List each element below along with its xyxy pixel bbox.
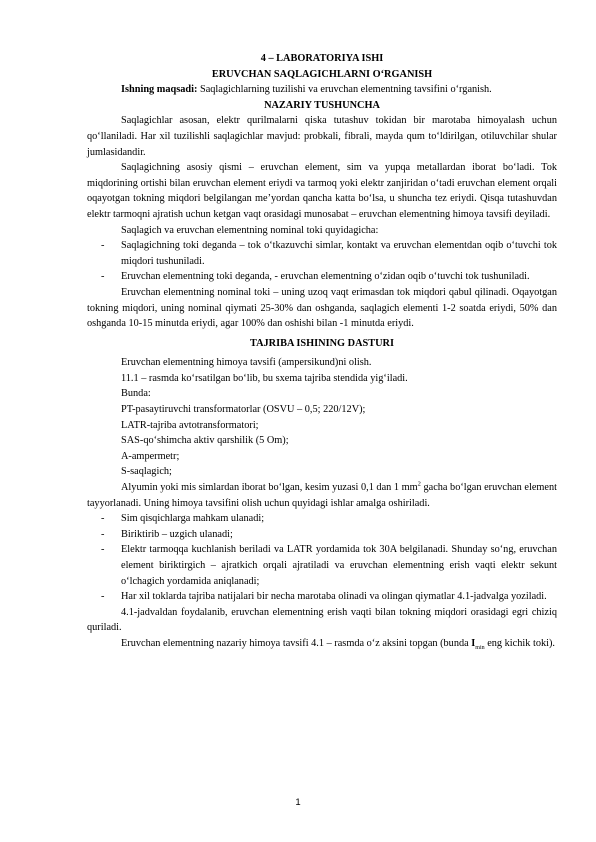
- list-dash: -: [101, 240, 105, 252]
- list-dash: -: [101, 528, 105, 540]
- wire-text-b: gacha bo‘lgan eruvchan element tayyorlanadi. Uning himoya tavsifini olish uchun quyidagi ishlar amalga oshiriladi.: [87, 482, 557, 509]
- step-item: [87, 589, 557, 605]
- theory-paragraph-1: Saqlagichlar asosan, elektr qurilmalarni qiska tutashuv tokidan bir marotaba himoyalash uchun qo‘llaniladi. Har xil tuzilishli saqlagichlar mavjud: probkali, fibrali, mayda qum to‘ldirilgan, otiluvchilar shular jumlasidandir.: [87, 115, 557, 158]
- aim-paragraph: [87, 82, 557, 98]
- wire-text-a: Alyumin yoki mis simlardan iborat bo‘lgan, kesim yuzasi 0,1 dan 1 mm: [121, 482, 418, 494]
- program-line: Bunda:: [121, 388, 151, 400]
- last-text-a: Eruvchan elementning nazariy himoya tavsifi 4.1 – rasmda o‘z aksini topgan (bunda: [121, 637, 472, 649]
- list-item-text: Saqlagichning toki deganda – tok o‘tkazuvchi simlar, kontakt va eruvchan elementdan oqib o‘tuvchi tok miqdori tushuniladi.: [121, 240, 557, 267]
- imin-subscript: min: [475, 645, 485, 652]
- step-item: [87, 542, 557, 589]
- theory-heading: NAZARIY TUSHUNCHA: [264, 99, 380, 111]
- page-content: [87, 51, 557, 657]
- list-item: [87, 269, 557, 285]
- theory-paragraph-3: Saqlagich va eruvchan elementning nominal toki quyidagicha:: [121, 224, 379, 236]
- step-text: Sim qisqichlarga mahkam ulanadi;: [121, 513, 265, 525]
- step-text: Har xil toklarda tajriba natijalari bir necha marotaba olinadi va olingan qiymatlar 4.1-jadvalga yoziladi.: [121, 591, 547, 603]
- list-item: [87, 238, 557, 269]
- list-dash: -: [101, 513, 105, 525]
- imin-letter: I: [471, 637, 476, 649]
- page-number: 1: [295, 797, 301, 808]
- list-item-text: Eruvchan elementning toki deganda, - eruvchan elementning o‘zidan oqib o‘tuvchi tok tushuniladi.: [121, 271, 530, 283]
- step-item: [87, 511, 557, 527]
- program-line: S-saqlagich;: [121, 466, 172, 478]
- theory-paragraph-2: Saqlagichning asosiy qismi – eruvchan element, sim va yupqa metallardan iborat bo‘ladi. Tok miqdorining ortishi bilan eruvchan element eriydi va tarmoq yoki elektr zanjiridan o‘tadi eruvchan element orqali oqayotgan tokning miqdori belgilangan me’yordan qancha katta bo‘lsa, u shuncha tez eriydi. Qisqa tutashuvdan elektr tarmoqni ajratish uchun ketgan vaqt orasidagi munosabat – eruvchan elementning himoya tavsifi deyiladi.: [87, 162, 557, 220]
- imin-symbol: [471, 637, 485, 652]
- program-heading: TAJRIBA ISHINING DASTURI: [249, 337, 394, 349]
- program-line: PT-pasaytiruvchi transformatorlar (OSVU – 0,5; 220/12V);: [121, 404, 366, 416]
- list-dash: -: [101, 544, 105, 556]
- program-line: SAS-qo‘shimcha aktiv qarshilik (5 Om);: [121, 435, 289, 447]
- program-line: LATR-tajriba avtotransformatori;: [121, 419, 259, 431]
- theory-paragraph-4: Eruvchan elementning nominal toki – uning uzoq vaqt erimasdan tok miqdori qabul qilinadi. Oqayotgan tokning miqdori, uning nominal qiymati 25-30% dan oshganda, saqlagich elementi 1-2 soatda eriydi, 50% dan oshganda 10-15 minutda eriydi, agar 100% dan oshishi bilan -1 minutda eriydi.: [87, 286, 557, 330]
- list-dash: -: [101, 271, 105, 283]
- last-text-b: eng kichik toki).: [484, 637, 555, 649]
- program-line: 11.1 – rasmda ko‘rsatilgan bo‘lib, bu sxema tajriba stendida yig‘iladi.: [121, 372, 408, 384]
- last-paragraph: [87, 636, 557, 657]
- step-item: [87, 527, 557, 543]
- aim-label: Ishning maqsadi:: [121, 84, 198, 96]
- program-line: A-ampermetr;: [121, 450, 180, 462]
- list-dash: -: [101, 591, 105, 603]
- step-text: Elektr tarmoqqa kuchlanish beriladi va LATR yordamida tok 30A belgilanadi. Shunday so‘ng, eruvchan element biriktirgich – ajratkich orqali ajratiladi va eruvchan elementning erish vaqti elektr sekunt o‘lchagich yordamida aniqlanadi;: [121, 544, 557, 587]
- step-text: Biriktirib – uzgich ulanadi;: [121, 528, 233, 540]
- program-line: Eruvchan elementning himoya tavsifi (ampersikund)ni olish.: [121, 357, 372, 369]
- wire-paragraph: [87, 480, 557, 511]
- graph-paragraph: 4.1-jadvaldan foydalanib, eruvchan elementning erish vaqti bilan tokning miqdori orasidagi egri chiziq quriladi.: [87, 606, 557, 634]
- aim-text: Saqlagichlarning tuzilishi va eruvchan elementning tavsifini o‘rganish.: [197, 84, 492, 96]
- lab-title: 4 – LABORATORIYA ISHI: [260, 53, 384, 64]
- lab-subtitle: ERUVCHAN SAQLAGICHLARNI O‘RGANISH: [211, 68, 433, 80]
- wire-superscript: 2: [417, 480, 421, 488]
